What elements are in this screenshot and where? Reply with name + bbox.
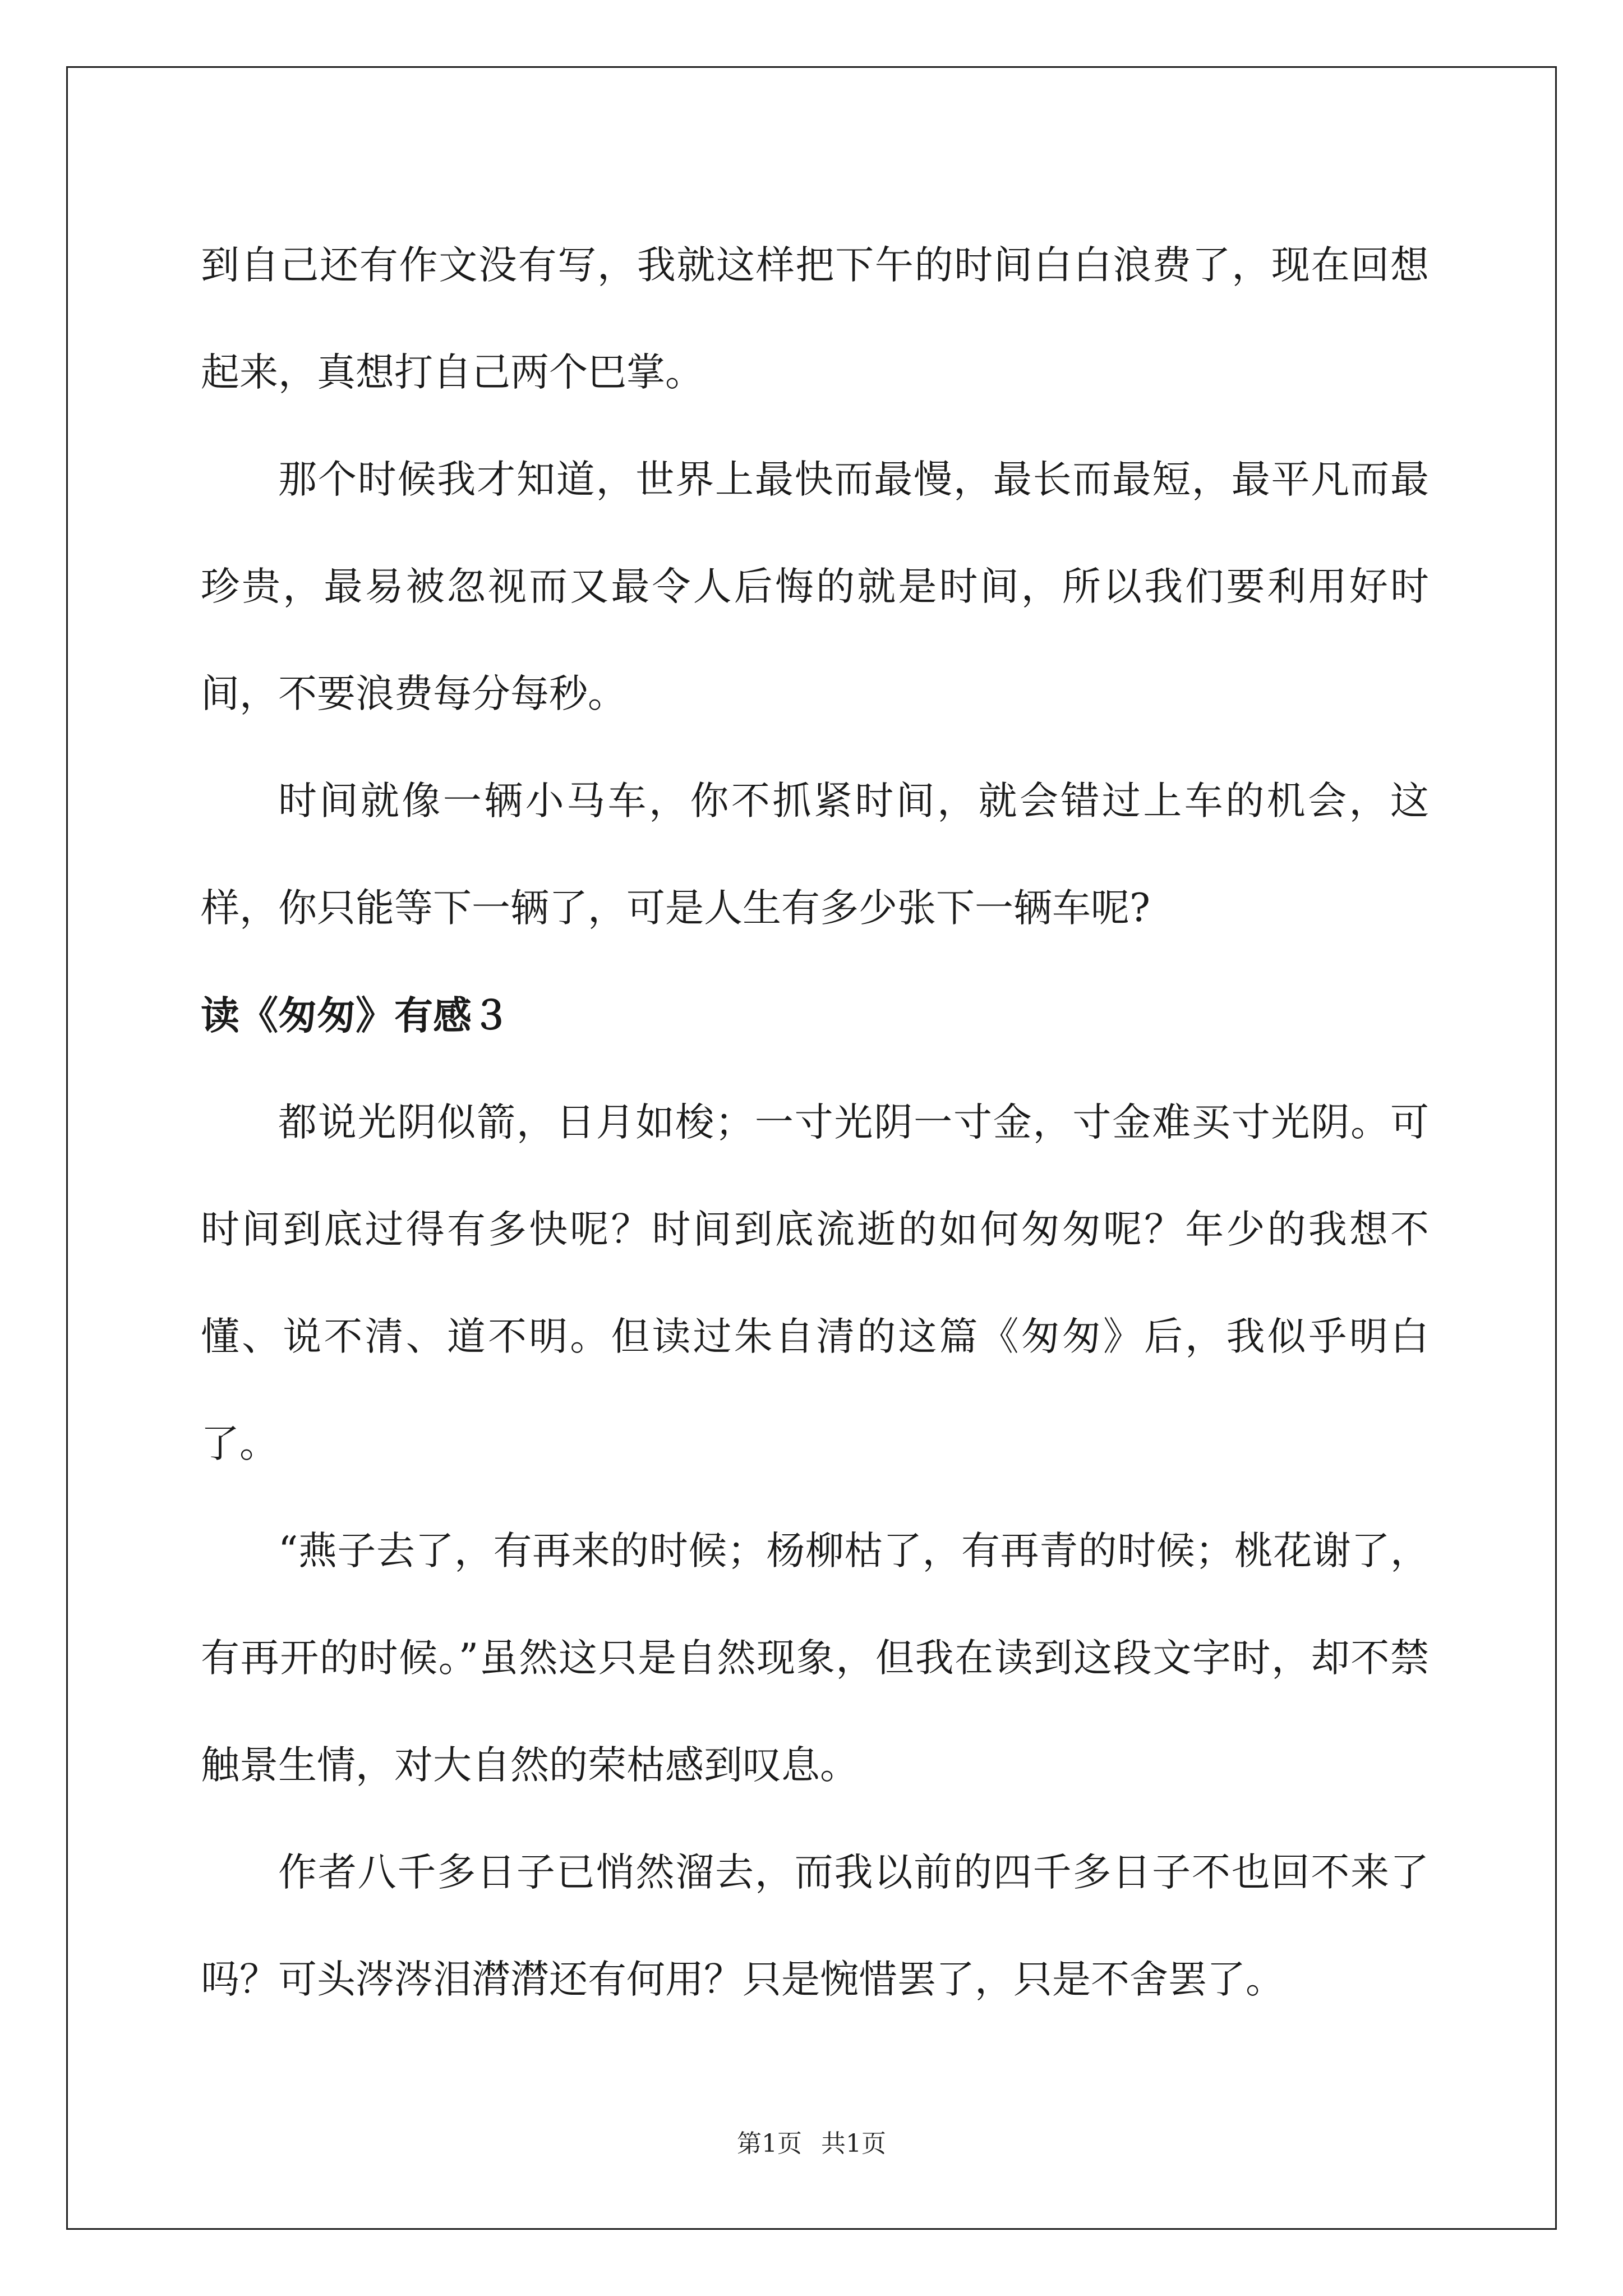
paragraph: 那个时候我才知道，世界上最快而最慢，最长而最短，最平凡而最珍贵，最易被忽视而又最令人后悔的就是时间，所以我们要利用好时间，不要浪费每分每秒。: [201, 457, 1429, 716]
section-heading: 读《匆匆》有感３: [201, 993, 510, 1038]
paragraph: “燕子去了，有再来的时候；杨柳枯了，有再青的时候；桃花谢了，有再开的时候。”虽然这只是自然现象，但我在读到这段文字时，却不禁触景生情，对大自然的荣枯感到叹息。: [201, 1529, 1429, 1788]
paragraph: 时间就像一辆小马车，你不抓紧时间，就会错过上车的机会，这样，你只能等下一辆了，可是人生有多少张下一辆车呢?: [201, 779, 1429, 931]
paragraph: 到自己还有作文没有写，我就这样把下午的时间白白浪费了，现在回想起来，真想打自己两个巴掌。: [201, 243, 1429, 395]
page-number: 第1页: [737, 2129, 802, 2158]
document-body: [201, 212, 1429, 2033]
paragraph: 都说光阴似箭，日月如梭；一寸光阴一寸金，寸金难买寸光阴。可时间到底过得有多快呢？时间到底流逝的如何匆匆呢？年少的我想不懂、说不清、道不明。但读过朱自清的这篇《匆匆》后，我似乎明白了。: [201, 1100, 1429, 1466]
paragraph: 作者八千多日子已悄然溜去，而我以前的四千多日子不也回不来了吗？可头涔涔泪潸潸还有何用？只是惋惜罢了，只是不舍罢了。: [201, 1850, 1429, 2002]
page-footer: [0, 2123, 1623, 2159]
page-total: 共1页: [821, 2129, 886, 2158]
